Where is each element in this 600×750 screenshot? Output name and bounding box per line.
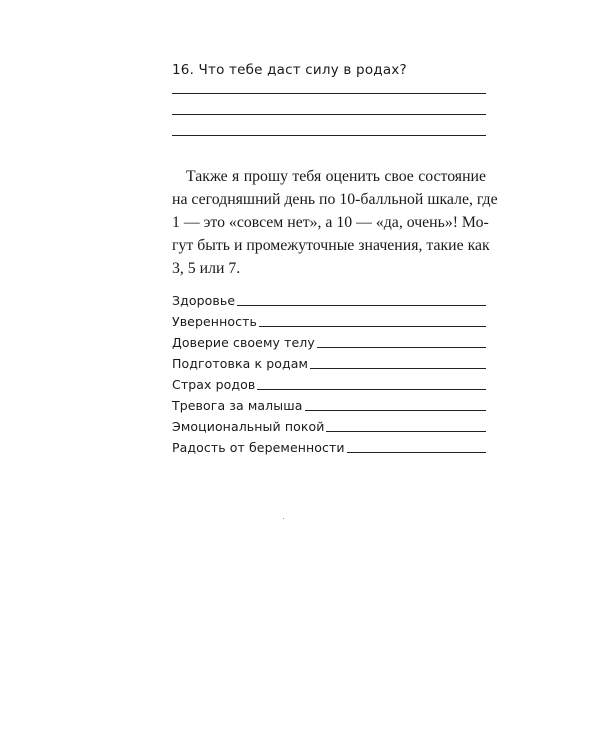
rating-label: Тревога за малыша: [172, 398, 303, 413]
rating-label: Подготовка к родам: [172, 356, 309, 371]
rating-input-line[interactable]: [347, 452, 486, 453]
rating-input-line[interactable]: [305, 410, 486, 411]
question-16: 16. Что тебе даст силу в родах?: [172, 62, 407, 78]
paragraph-line: 3, 5 или 7.: [172, 260, 241, 277]
rating-label: Доверие своему телу: [172, 335, 315, 350]
paragraph-line: Также я прошу тебя оценить свое состояние: [186, 168, 486, 185]
paragraph-line: на сегодняшний день по 10-балльной шкале, где: [172, 191, 498, 208]
self-rating-list: [172, 289, 486, 457]
rating-input-line[interactable]: [326, 431, 486, 432]
answer-line-1[interactable]: [172, 93, 486, 94]
rating-row-baby-anxiety: [172, 394, 486, 415]
rating-input-line[interactable]: [257, 389, 486, 390]
rating-row-health: [172, 289, 486, 310]
rating-input-line[interactable]: [317, 347, 486, 348]
rating-row-pregnancy-joy: [172, 436, 486, 457]
rating-label: Страх родов: [172, 377, 256, 392]
rating-row-fear-of-birth: [172, 373, 486, 394]
paragraph-line: 1 — это «совсем нет», а 10 — «да, очень»! Мо-: [172, 214, 489, 231]
rating-label: Эмоциональный покой: [172, 419, 325, 434]
rating-input-line[interactable]: [237, 305, 486, 306]
rating-input-line[interactable]: [310, 368, 486, 369]
paper-speck: [283, 518, 284, 519]
rating-row-emotional-calm: [172, 415, 486, 436]
instruction-paragraph: [172, 165, 498, 280]
rating-label: Здоровье: [172, 293, 236, 308]
answer-line-3[interactable]: [172, 135, 486, 136]
paragraph-line: гут быть и промежуточные значения, такие как: [172, 237, 490, 254]
rating-row-body-trust: [172, 331, 486, 352]
rating-row-birth-preparation: [172, 352, 486, 373]
rating-label: Уверенность: [172, 314, 257, 329]
rating-input-line[interactable]: [259, 326, 486, 327]
answer-line-2[interactable]: [172, 114, 486, 115]
rating-row-confidence: [172, 310, 486, 331]
rating-label: Радость от беременности: [172, 440, 345, 455]
